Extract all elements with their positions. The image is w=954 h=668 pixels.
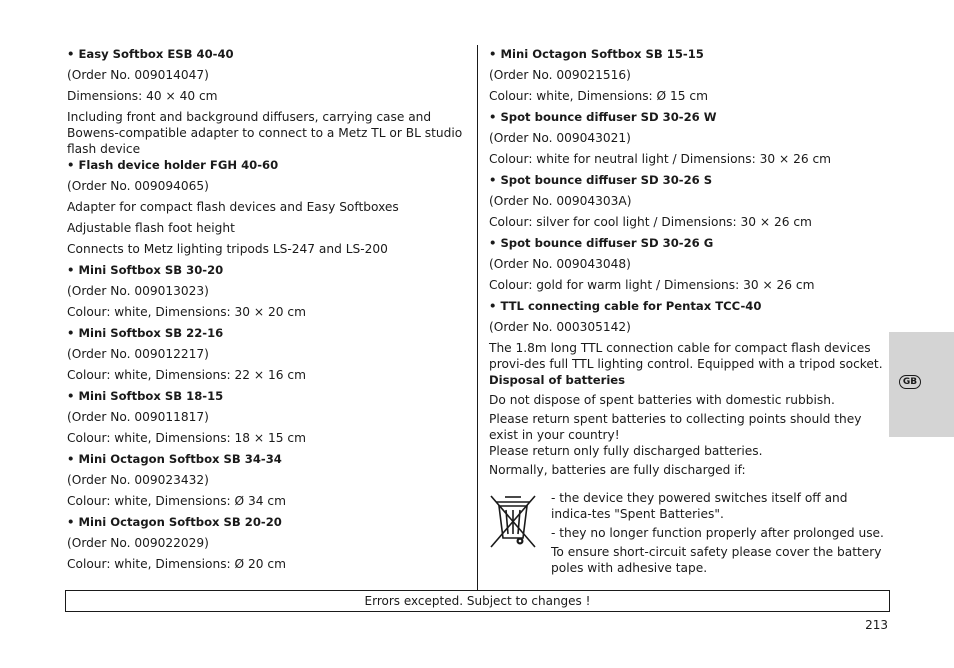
accessory-text: (Order No. 009012217): [67, 347, 209, 361]
accessory-text: Adjustable flash foot height: [67, 221, 235, 235]
accessory-text: (Order No. 009021516): [489, 68, 631, 82]
language-tab: [889, 332, 954, 437]
accessory-text: (Order No. 00904303A): [489, 194, 632, 208]
accessory-text: (Order No. 009011817): [67, 410, 209, 424]
accessory-text: Adapter for compact flash devices and Easy Softboxes: [67, 200, 399, 214]
accessory-heading: • TTL connecting cable for Pentax TCC-40: [489, 299, 762, 313]
accessory-heading: • Spot bounce diffuser SD 30-26 W: [489, 110, 717, 124]
page-number: 213: [865, 618, 888, 632]
accessory-heading: • Mini Softbox SB 22-16: [67, 326, 224, 340]
accessory-heading: • Mini Softbox SB 18-15: [67, 389, 224, 403]
accessory-text: Colour: white, Dimensions: Ø 15 cm: [489, 89, 708, 103]
accessory-text: (Order No. 009023432): [67, 473, 209, 487]
right-column: [489, 46, 887, 575]
battery-conditions-list: [551, 490, 887, 579]
accessory-text: Colour: gold for warm light / Dimensions: 30 × 26 cm: [489, 278, 815, 292]
accessory-text: Colour: silver for cool light / Dimensions: 30 × 26 cm: [489, 215, 812, 229]
accessory-text: Colour: white, Dimensions: 30 × 20 cm: [67, 305, 306, 319]
section-heading: Disposal of batteries: [489, 373, 626, 387]
column-divider: [477, 45, 478, 591]
accessory-text: Do not dispose of spent batteries with domestic rubbish.: [489, 393, 835, 407]
accessory-text: Please return only fully discharged batteries.: [489, 444, 763, 458]
accessory-text: Colour: white, Dimensions: Ø 20 cm: [67, 557, 286, 571]
accessory-text: (Order No. 009043048): [489, 257, 631, 271]
accessory-heading: • Mini Octagon Softbox SB 15-15: [489, 47, 704, 61]
accessory-text: Please return spent batteries to collecting points should they exist in your country!: [489, 412, 862, 442]
battery-condition-item: - the device they powered switches itself off and indica-tes "Spent Batteries".: [551, 491, 848, 521]
crossed-out-wheelie-bin-icon: [489, 494, 537, 553]
battery-condition-item: - they no longer function properly after prolonged use.: [551, 526, 884, 540]
accessory-heading: • Easy Softbox ESB 40-40: [67, 47, 234, 61]
accessory-text: Colour: white, Dimensions: 22 × 16 cm: [67, 368, 306, 382]
accessory-text: Dimensions: 40 × 40 cm: [67, 89, 218, 103]
accessory-text: The 1.8m long TTL connection cable for compact flash devices provi-des full TTL lighting control. Equipped with a tripod socket.: [489, 341, 883, 371]
accessory-text: Colour: white, Dimensions: 18 × 15 cm: [67, 431, 306, 445]
accessory-heading: • Mini Octagon Softbox SB 20-20: [67, 515, 282, 529]
accessory-text: (Order No. 009013023): [67, 284, 209, 298]
battery-condition-item: To ensure short-circuit safety please cover the battery poles with adhesive tape.: [551, 545, 882, 575]
accessory-text: Colour: white for neutral light / Dimensions: 30 × 26 cm: [489, 152, 832, 166]
accessory-text: (Order No. 009043021): [489, 131, 631, 145]
accessory-heading: • Spot bounce diffuser SD 30-26 S: [489, 173, 713, 187]
accessory-text: Colour: white, Dimensions: Ø 34 cm: [67, 494, 286, 508]
accessory-text: (Order No. 009094065): [67, 179, 209, 193]
accessory-heading: • Spot bounce diffuser SD 30-26 G: [489, 236, 714, 250]
language-badge: GB: [899, 375, 921, 389]
accessory-text: Including front and background diffusers, carrying case and Bowens-compatible adapter to connect to a Metz TL or BL studio flash device: [67, 110, 463, 156]
accessory-text: (Order No. 009022029): [67, 536, 209, 550]
accessory-heading: • Flash device holder FGH 40-60: [67, 158, 279, 172]
footer-note: Errors excepted. Subject to changes !: [65, 590, 890, 612]
accessory-text: (Order No. 000305142): [489, 320, 631, 334]
accessory-text: (Order No. 009014047): [67, 68, 209, 82]
accessory-text: Normally, batteries are fully discharged if:: [489, 463, 746, 477]
left-column: [67, 46, 467, 577]
accessory-heading: • Mini Softbox SB 30-20: [67, 263, 224, 277]
accessory-heading: • Mini Octagon Softbox SB 34-34: [67, 452, 282, 466]
accessory-text: Connects to Metz lighting tripods LS-247 and LS-200: [67, 242, 388, 256]
